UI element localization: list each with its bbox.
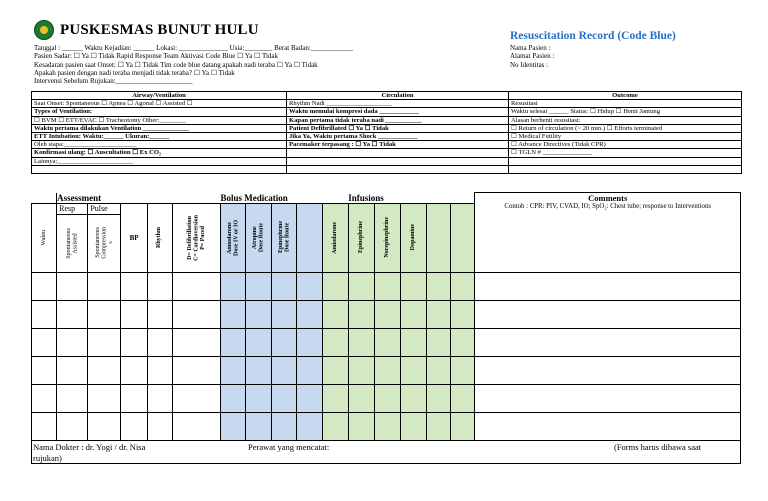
col-atropine: Atropine Dose Route <box>252 222 265 253</box>
outcome-row[interactable] <box>509 165 742 173</box>
resp-heading: Resp <box>57 203 88 214</box>
airway-row[interactable]: ETT Intubation: Waktu:______ Ukuran:______ <box>32 133 287 141</box>
circulation-row[interactable]: Rhythm Nadi ____________________ <box>287 100 509 108</box>
circulation-row[interactable] <box>287 149 509 157</box>
outcome-row[interactable] <box>509 157 742 165</box>
airway-row[interactable]: Konfirmasi ulang: ☐ Auscultation ☐ Ex CO₂ <box>32 149 287 157</box>
table-row[interactable] <box>32 412 741 440</box>
patient-info <box>510 44 554 69</box>
airway-row[interactable]: Saat Onset: Spontaneous ☐ Apnea ☐ Agonal ☐ Assisted ☐ <box>32 100 287 108</box>
col-bp: BP <box>129 233 139 242</box>
col-amiodarone-dose: Amiodarone Dose IV or IO <box>226 219 240 256</box>
circulation-row[interactable]: Waktu memulai kompresi dada ____________ <box>287 108 509 116</box>
code-blue-grid <box>31 192 741 441</box>
assessment-sections <box>31 91 742 174</box>
airway-row[interactable]: Types of Ventilation: <box>32 108 287 116</box>
outcome-row[interactable]: ☐ Advance Directives (Tidak CPR) <box>509 141 742 149</box>
outcome-row[interactable]: ☐ Medical Futility <box>509 133 742 141</box>
outcome-row[interactable]: ☐ Return of circulation (> 20 min.) ☐ Efforts terminated <box>509 124 742 132</box>
table-row[interactable] <box>32 328 741 356</box>
table-row[interactable] <box>32 300 741 328</box>
table-row[interactable] <box>32 272 741 300</box>
table-row[interactable] <box>32 356 741 384</box>
col-spontaneous-assisted: Spontaneous Assisted <box>65 227 79 259</box>
col-epinephrine-dose: Epinephrine Dose Route <box>277 221 291 254</box>
page-title: PUSKESMAS BUNUT HULU <box>60 22 259 38</box>
col-epinephrine: Epinephrine <box>358 221 365 254</box>
puskesmas-logo <box>34 20 54 40</box>
form-note: (Forms harus dibawa saat <box>614 442 702 452</box>
table-row[interactable] <box>32 384 741 412</box>
comments-example: Contoh : CPR: PIV, CVAD, IO; SpO₂: Chest tube; response to Interventions <box>504 203 712 210</box>
comments-title: Comments <box>588 193 628 203</box>
infusions-heading: Infusions <box>348 193 426 204</box>
circulation-row[interactable]: Jika Ya, Waktu pertama Shock ____________ <box>287 133 509 141</box>
outcome-row[interactable]: Alasan berhenti resusitasi: <box>509 116 742 124</box>
airway-title: Airway/Ventilation <box>32 92 287 100</box>
col-waktu: Waktu <box>40 229 47 246</box>
doctor-name-cont: rujukan) <box>33 453 62 463</box>
airway-row[interactable]: Waktu pertama dilakukan Ventilation ______________ <box>32 124 287 132</box>
airway-row[interactable]: Oleh siapa:______________________ <box>32 141 287 149</box>
circulation-row[interactable] <box>287 165 509 173</box>
patient-address-field[interactable]: Alamat Pasien : <box>510 52 555 61</box>
outcome-row[interactable]: Waktu selesai ______ Status: ☐ Hidup ☐ Henti Jantung <box>509 108 742 116</box>
circulation-row[interactable] <box>287 157 509 165</box>
col-dopamine: Dopamine <box>410 224 417 251</box>
header-line[interactable]: Pasien Sadar: ☐ Ya ☐ Tidak Rapid Response Team Aktivasi Code Blue ☐ Ya ☐ Tidak <box>34 52 279 61</box>
col-defib: D= Defibrillation C= Cardioversion P= Paced <box>186 214 206 261</box>
footer-box <box>31 439 741 464</box>
pulse-heading: Pulse <box>88 203 121 214</box>
circulation-row[interactable]: Pacemaker terpasang : ☐ Ya ☐ Tidak <box>287 141 509 149</box>
col-amiodarone: Amiodarone <box>331 221 338 254</box>
bolus-heading: Bolus Medication <box>221 193 323 204</box>
outcome-title: Outcome <box>509 92 742 100</box>
header-line[interactable]: Kesadaran pasien saat Onset: ☐ Ya ☐ Tidak Tim code blue datang apakah nadi teraba ☐ Ya ☐ Tidak <box>34 60 318 69</box>
header-fields <box>34 44 353 85</box>
col-spontaneous-compressions: Spontaneous Compression s <box>94 227 114 259</box>
patient-name-field[interactable]: Nama Pasien : <box>510 44 551 52</box>
assessment-heading: Assessment <box>57 193 148 204</box>
airway-row[interactable]: ☐ BVM ☐ ETT/EVAC ☐ Tracheotomy Other:________ <box>32 116 287 124</box>
col-rhythm: Rhythm <box>156 226 163 248</box>
circulation-title: Circulation <box>287 92 509 100</box>
header-line[interactable]: Intervensi Sebelum Rujukan:______________________ <box>34 77 193 86</box>
comments-header <box>475 193 741 273</box>
header-line[interactable]: Tanggal : ______ Waktu Kejadian: ______ Lokasi: ______________ Usia:________ Berat Badan:____________ <box>34 44 353 52</box>
record-title: Resuscitation Record (Code Blue) <box>510 30 676 42</box>
nurse-field[interactable]: Perawat yang mencatat: <box>248 442 330 452</box>
header-line[interactable]: Apakah pasien dengan nadi teraba menjadi tidak teraba? ☐ Ya ☐ Tidak <box>34 68 235 77</box>
col-norepinephrine: Norepinephrine <box>384 217 391 258</box>
circulation-row[interactable]: Patient Defibrillated ☐ Ya ☐ Tidak <box>287 124 509 132</box>
outcome-row[interactable]: Resusitasi <box>509 100 742 108</box>
outcome-row[interactable]: ☐ TGLN # _______________ <box>509 149 742 157</box>
doctor-name: Nama Dokter : dr. Yogi / dr. Nisa <box>33 442 146 452</box>
airway-row[interactable]: Lainnya:_______________________ <box>32 157 287 165</box>
circulation-row[interactable]: Kapan pertama tidak teraba nadi ___________ <box>287 116 509 124</box>
airway-row[interactable] <box>32 165 287 173</box>
patient-id-field[interactable]: No Identitas : <box>510 60 549 69</box>
